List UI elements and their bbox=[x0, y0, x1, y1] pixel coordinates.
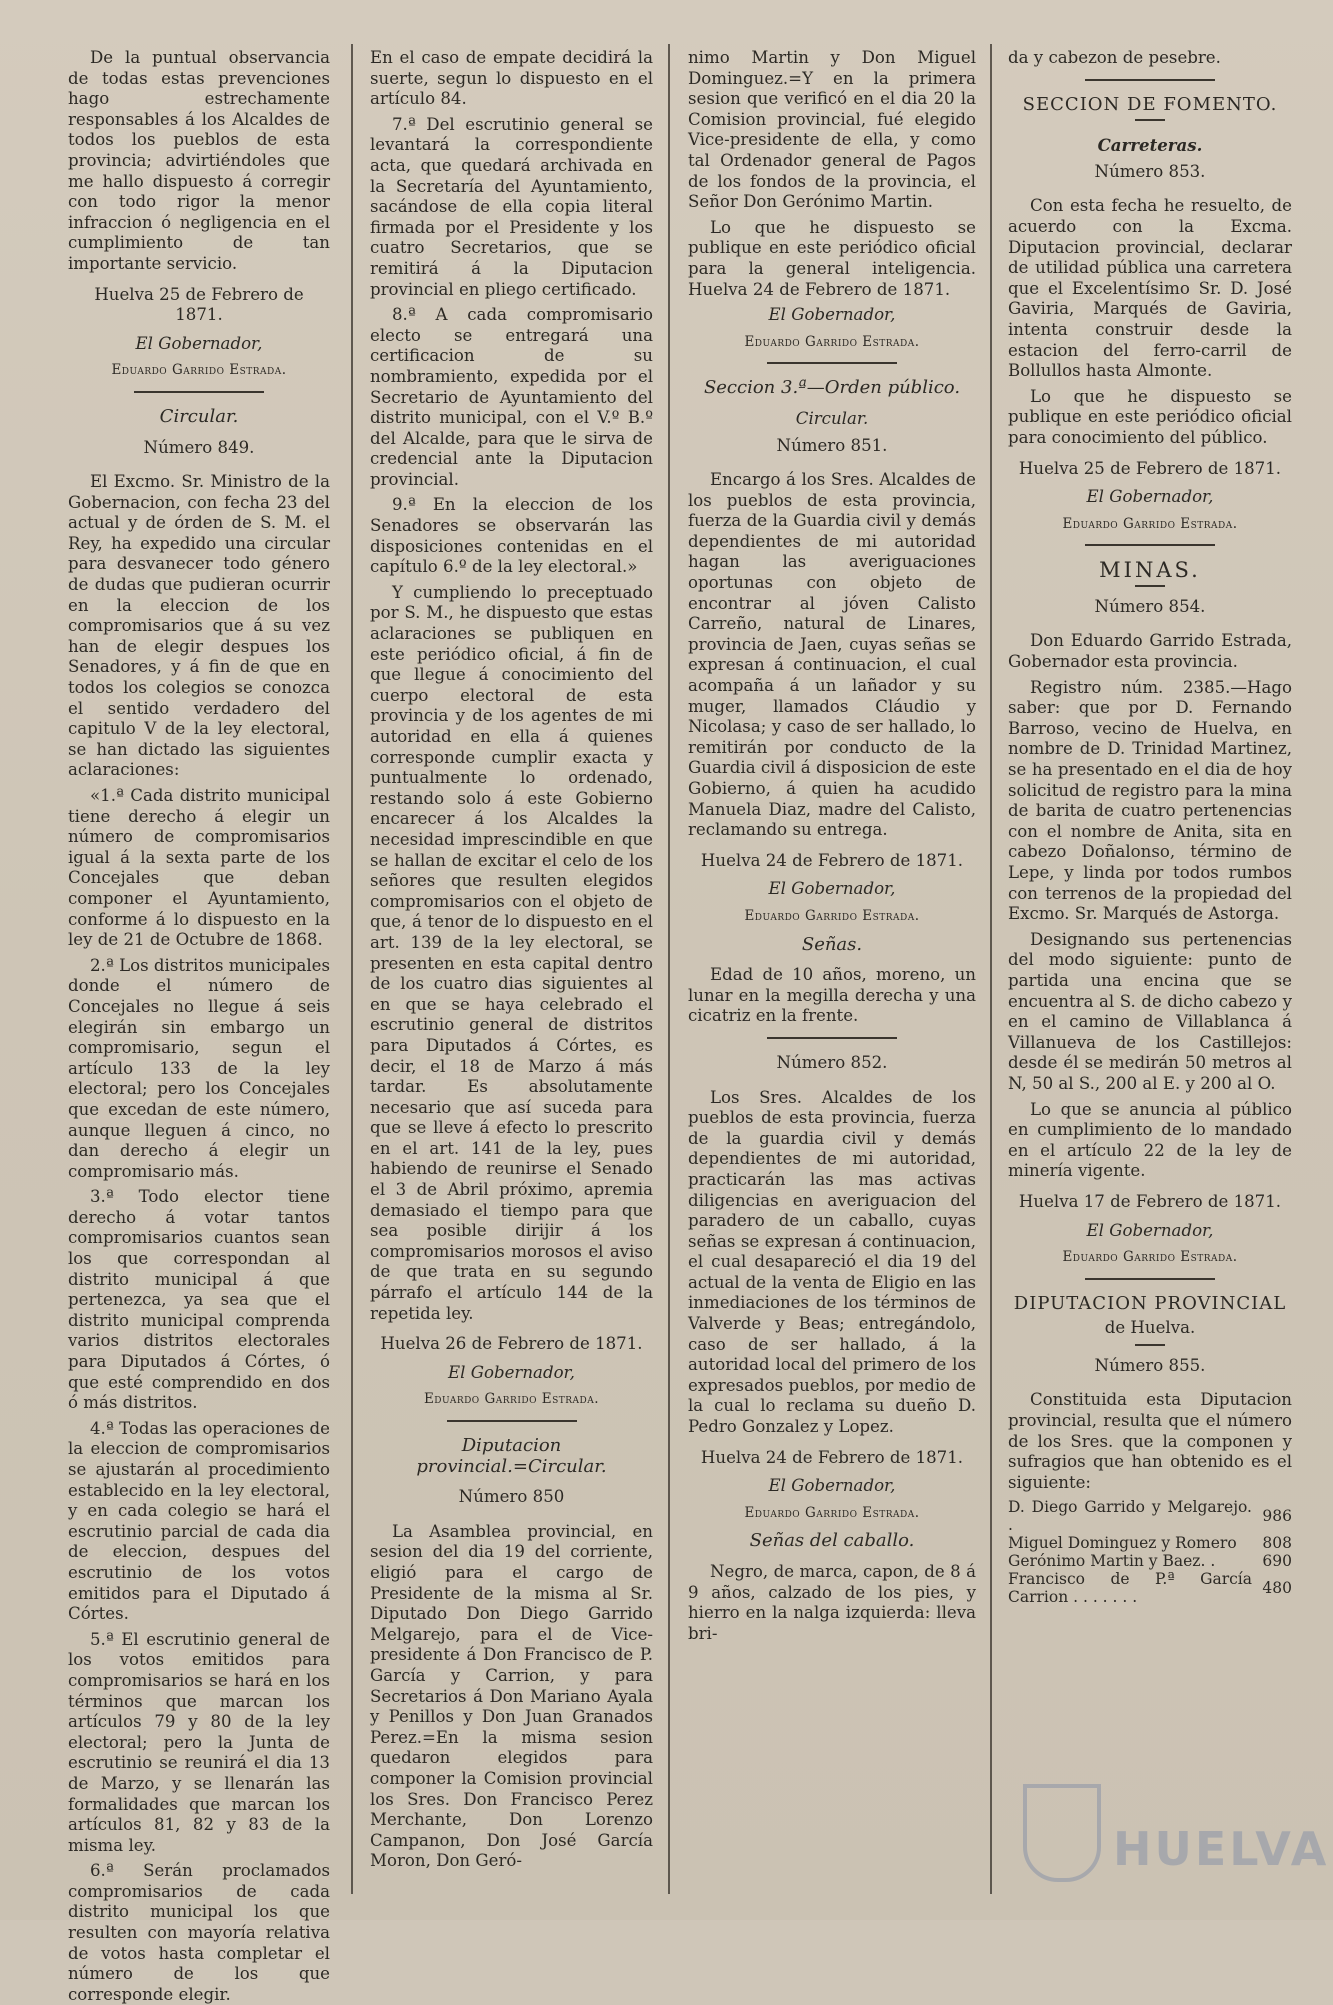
section-heading: Diputacion provincial.=Circular. bbox=[416, 1435, 607, 1477]
paragraph: Encargo á los Sres. Alcaldes de los pueblos de esta provincia, fuerza de la Guardia civil y demás dependientes de mi autoridad hagan las averiguaciones oportunas con objeto de encontrar al jóven Calisto Carreño, natural de Linares, provincia de Jaen, cuyas señas se expresan á continuacion, el cual acompaña á un lañador y su muger, llamados Cláudio y Nicolasa; y caso de ser hallado, lo remitirán por conducto de la Guardia civil á disposicion de este Gobierno, á quien ha acudido Manuela Diaz, madre del Calisto, reclamando su entrega. bbox=[688, 470, 976, 840]
paragraph: Lo que he dispuesto se publique en este periódico oficial para la general inteligencia. Huelva 24 de Febrero de 1871. bbox=[688, 217, 976, 299]
section-title: MINAS. bbox=[1099, 558, 1201, 583]
vote-name: D. Diego Garrido y Melgarejo. . bbox=[1008, 1498, 1252, 1535]
dateline: Huelva 24 de Febrero de 1871. bbox=[700, 850, 964, 870]
divider bbox=[1085, 79, 1215, 81]
governor-label: El Gobernador, bbox=[448, 1362, 575, 1382]
item-number: Número 854. bbox=[1094, 596, 1206, 616]
paragraph: Con esta fecha he resuelto, de acuerdo con la Excma. Diputacion provincial, declarar de utilidad pública una carretera que el Excelentísimo Sr. D. José Gaviria, Marqués de Gaviria, intenta construir desde la estacion del ferro-carril de Bollullos hasta Almonte. bbox=[1008, 196, 1292, 381]
governor-label: El Gobernador, bbox=[135, 333, 263, 353]
table-row bbox=[1008, 1534, 1292, 1552]
paragraph: nimo Martin y Don Miguel Dominguez.=Y en la primera sesion que verificó en el dia 20 la Comision provincial, fué elegido Vice-presidente de ella, y como tal Ordenador general de Pagos de los fondos de la provincia, el Señor Don Gerónimo Martin. bbox=[688, 48, 976, 212]
section-heading: Señas del caballo. bbox=[749, 1530, 915, 1552]
divider bbox=[1085, 544, 1215, 546]
paragraph: Y cumpliendo lo preceptuado por S. M., he dispuesto que estas aclaraciones se publiquen en este periódico oficial, á fin de que llegue á conocimiento del cuerpo electoral de esta provincia y de los agentes de mi autoridad en ella á quienes corresponde cumplir exacta y puntualmente lo ordenado, restando solo á este Gobierno encarecer á los Alcaldes la necesidad imprescindible en que se hallan de excitar el celo de los señores que resulten elegidos compromisarios con el objeto de que, á tenor de lo dispuesto en el art. 139 de la ley electoral, se presenten en esta capital dentro de los cuatro dias siguientes al en que se haya celebrado el escrutinio general de distritos para Diputados á Córtes, es decir, el 18 de Marzo á más tardar. Es absolutamente necesario que así suceda para que se lleve á efecto lo prescrito en el art. 141 de la ley, pues habiendo de reunirse el Senado el 3 de Abril próximo, apremia demasiado el tiempo para que sea posible dirijir á los compromisarios morosos el aviso de que trata en su segundo párrafo el artículo 144 de la repetida ley. bbox=[370, 582, 653, 1323]
paragraph: Registro núm. 2385.—Hago saber: que por D. Fernando Barroso, vecino de Huelva, en nombre de D. Trinidad Martinez, se ha presentado en el dia de hoy solicitud de registro para la mina de barita de cuatro pertenencias con el nombre de Anita, sita en cabezo Doñalonso, término de Lepe, y linda por todos rumbos con terrenos de la propiedad del Excmo. Sr. Marqués de Astorga. bbox=[1008, 677, 1292, 924]
divider bbox=[1135, 119, 1165, 121]
column-1 bbox=[68, 48, 330, 2004]
paragraph: 5.ª El escrutinio general de los votos emitidos para compromisarios se hará en los términos que marcan los artículos 79 y 80 de la ley electoral; pero la Junta de escrutinio se reunirá el dia 13 de Marzo, y se llenarán las formalidades que marcan los artículos 81, 82 y 83 de la misma ley. bbox=[68, 1629, 330, 1855]
signature: Eduardo Garrido Estrada. bbox=[744, 1504, 920, 1521]
dateline: Huelva 17 de Febrero de 1871. bbox=[1018, 1191, 1282, 1211]
table-row bbox=[1008, 1498, 1292, 1534]
paragraph: Designando sus pertenencias del modo siguiente: punto de partida una encina que se encuentra al S. de dicho cabezo y en el camino de Villablanca á Villanueva de los Castillejos: desde él se medirán 50 metros al N, 50 al S., 200 al E. y 200 al O. bbox=[1008, 929, 1292, 1093]
signature: Eduardo Garrido Estrada. bbox=[744, 333, 920, 350]
vote-count: 690 bbox=[1262, 1552, 1292, 1571]
table-row bbox=[1008, 1570, 1292, 1606]
item-number: Número 849. bbox=[143, 437, 255, 457]
section-title: DIPUTACION PROVINCIAL bbox=[1013, 1292, 1287, 1314]
sub-heading: Circular. bbox=[795, 408, 869, 428]
divider bbox=[134, 391, 264, 393]
paragraph: 6.ª Serán proclamados compromisarios de cada distrito municipal los que resulten con mayoría relativa de votos hasta completar el número de los que corresponde elegir. bbox=[68, 1861, 330, 2004]
section-title: SECCION DE FOMENTO. bbox=[1022, 93, 1278, 115]
paragraph: La Asamblea provincial, en sesion del dia 19 del corriente, eligió para el cargo de Presidente de la misma al Sr. Diputado Don Diego Garrido Melgarejo, para el de Vice-presidente á Don Francisco de P. García y Carrion, y para Secretarios á Don Mariano Ayala y Penillos y Don Juan Granados Perez.=En la misma sesion quedaron elegidos para componer la Comision provincial los Sres. Don Francisco Perez Merchante, Don Lorenzo Campanon, Don José García Moron, Don Geró- bbox=[370, 1521, 653, 1871]
watermark-text: HUELVA bbox=[1113, 1822, 1330, 1876]
dateline: Huelva 26 de Febrero de 1871. bbox=[380, 1334, 643, 1354]
section-subtitle: de Huelva. bbox=[1104, 1318, 1196, 1338]
section-heading: Circular. bbox=[159, 405, 239, 427]
vote-count: 808 bbox=[1262, 1534, 1292, 1553]
vote-count: 480 bbox=[1262, 1579, 1292, 1598]
column-rule bbox=[351, 44, 353, 1894]
paragraph: El Excmo. Sr. Ministro de la Gobernacion, con fecha 23 del actual y de órden de S. M. el Rey, ha expedido una circular para desvanecer todo género de dudas que pudieran ocurrir en la eleccion de los compromisarios que á su vez han de elegir despues los Senadores, y á fin de que en todos los colegios se conozca el sentido verdadero del capitulo V de la ley electoral, se han dictado las siguientes aclaraciones: bbox=[68, 472, 330, 780]
paragraph: 4.ª Todas las operaciones de la eleccion de compromisarios se ajustarán al procedimiento establecido en la ley electoral, y en cada colegio se hará el escrutinio parcial de cada dia de eleccion, despues del escrutinio de los votos emitidos para el Diputado á Córtes. bbox=[68, 1418, 330, 1624]
paragraph: En el caso de empate decidirá la suerte, segun lo dispuesto en el artículo 84. bbox=[370, 48, 653, 109]
vote-name: Miguel Dominguez y Romero bbox=[1008, 1534, 1237, 1553]
governor-label: El Gobernador, bbox=[768, 305, 896, 325]
vote-name: Francisco de P.ª García Carrion . . . . . . . bbox=[1008, 1570, 1252, 1607]
item-number: Número 852. bbox=[776, 1052, 888, 1072]
paragraph: 7.ª Del escrutinio general se levantará la correspondiente acta, que quedará archivada en la Secretaría del Ayuntamiento, sacándose de ella copia literal firmada por el Presidente y los cuatro Secretarios, que se remitirá á la Diputacion provincial en pliego certificado. bbox=[370, 114, 653, 299]
dateline: Huelva 24 de Febrero de 1871. bbox=[700, 1447, 964, 1467]
signature: Eduardo Garrido Estrada. bbox=[1062, 515, 1238, 532]
divider bbox=[1135, 585, 1165, 587]
divider bbox=[767, 362, 897, 364]
paragraph: 2.ª Los distritos municipales donde el número de Concejales no llegue á seis elegirán sin embargo un compromisario, segun el artículo 133 de la ley electoral; pero los Concejales que excedan de este número, aunque lleguen á cinco, no dan derecho á elegir un compromisario más. bbox=[68, 955, 330, 1181]
governor-label: El Gobernador, bbox=[768, 1476, 896, 1496]
signature: Eduardo Garrido Estrada. bbox=[744, 907, 920, 924]
paragraph: Constituida esta Diputacion provincial, resulta que el número de los Sres. que la componen y sufragios que han obtenido es el siguiente: bbox=[1008, 1390, 1292, 1492]
paragraph: De la puntual observancia de todas estas prevenciones hago estrechamente responsables á los Alcaldes de todos los pueblos de esta provincia; advirtiéndoles que me hallo dispuesto á corregir con todo rigor la menor infraccion ó negligencia en el cumplimiento de tan importante servicio. bbox=[68, 48, 330, 273]
item-number: Número 850 bbox=[458, 1487, 565, 1507]
signature: Eduardo Garrido Estrada. bbox=[111, 362, 287, 379]
paragraph: 8.ª A cada compromisario electo se entregará una certificacion de su nombramiento, expedida por el Secretario de Ayuntamiento del distrito municipal, con el V.º B.º del Alcalde, para que le sirva de credencial ante la Diputacion provincial. bbox=[370, 305, 653, 489]
paragraph: Don Eduardo Garrido Estrada, Gobernador esta provincia. bbox=[1008, 631, 1292, 672]
item-number: Número 855. bbox=[1094, 1355, 1206, 1375]
column-rule bbox=[990, 44, 992, 1894]
vote-name: Gerónimo Martin y Baez. . bbox=[1008, 1552, 1216, 1571]
paragraph: 9.ª En la eleccion de los Senadores se observarán las disposiciones contenidas en el capítulo 6.º de la ley electoral.» bbox=[370, 495, 653, 577]
paragraph: Lo que se anuncia al público en cumplimiento de lo mandado en el artículo 22 de la ley de minería vigente. bbox=[1008, 1099, 1292, 1181]
divider bbox=[1135, 1344, 1165, 1346]
governor-label: El Gobernador, bbox=[768, 879, 896, 899]
item-number: Número 853. bbox=[1094, 161, 1206, 181]
signature: Eduardo Garrido Estrada. bbox=[423, 1391, 600, 1408]
table-row bbox=[1008, 1552, 1292, 1570]
item-number: Número 851. bbox=[776, 435, 888, 455]
paragraph: 3.ª Todo elector tiene derecho á votar tantos compromisarios cuantos sean los que correspondan al distrito municipal á que pertenezca, ya sea que el distrito municipal comprenda varios distritos electorales para Diputados á Córtes, ó que esté comprendido en dos ó más distritos. bbox=[68, 1187, 330, 1413]
dateline: Huelva 25 de Febrero de 1871. bbox=[94, 284, 304, 325]
column-2 bbox=[370, 48, 653, 1900]
shield-icon bbox=[1023, 1784, 1101, 1882]
paragraph: Edad de 10 años, moreno, un lunar en la megilla derecha y una cicatriz en la frente. bbox=[688, 965, 976, 1026]
paragraph: da y cabezon de pesebre. bbox=[1008, 48, 1221, 67]
section-heading: Señas. bbox=[801, 933, 863, 955]
divider bbox=[1085, 1278, 1215, 1280]
archive-watermark bbox=[1023, 1774, 1330, 1894]
governor-label: El Gobernador, bbox=[1086, 1220, 1214, 1240]
paragraph: Los Sres. Alcaldes de los pueblos de esta provincia, fuerza de la guardia civil y demás dependientes de mi autoridad, practicarán las mas activas diligencias en averiguacion del paradero de un caballo, cuyas señas se expresan á continuacion, el cual desapareció el dia 19 del actual de la venta de Eligio en las inmediaciones de los términos de Valverde y Beas; entregándolo, caso de ser hallado, á la autoridad local del primero de los expresados pueblos, por medio de la cual lo reclama su dueño D. Pedro Gonzalez y Lopez. bbox=[688, 1087, 976, 1437]
paragraph: «1.ª Cada distrito municipal tiene derecho á elegir un número de compromisarios igual á la sexta parte de los Concejales que deban componer el Ayuntamiento, conforme á lo dispuesto en la ley de 21 de Octubre de 1868. bbox=[68, 786, 330, 950]
divider bbox=[767, 1037, 897, 1039]
section-heading: Seccion 3.ª—Orden público. bbox=[703, 377, 961, 399]
column-3 bbox=[688, 48, 976, 1900]
paragraph: Negro, de marca, capon, de 8 á 9 años, calzado de los pies, y hierro en la nalga izquierda: lleva bri- bbox=[688, 1562, 976, 1643]
divider bbox=[447, 1420, 577, 1422]
column-4 bbox=[1008, 48, 1292, 1900]
dateline: Huelva 25 de Febrero de 1871. bbox=[1018, 458, 1282, 478]
governor-label: El Gobernador, bbox=[1086, 487, 1214, 507]
signature: Eduardo Garrido Estrada. bbox=[1062, 1249, 1238, 1266]
votes-table bbox=[1008, 1498, 1292, 1606]
column-rule bbox=[668, 44, 670, 1894]
sub-heading: Carreteras. bbox=[1097, 135, 1203, 156]
vote-count: 986 bbox=[1262, 1507, 1292, 1526]
paragraph: Lo que he dispuesto se publique en este periódico oficial para conocimiento del público. bbox=[1008, 386, 1292, 447]
